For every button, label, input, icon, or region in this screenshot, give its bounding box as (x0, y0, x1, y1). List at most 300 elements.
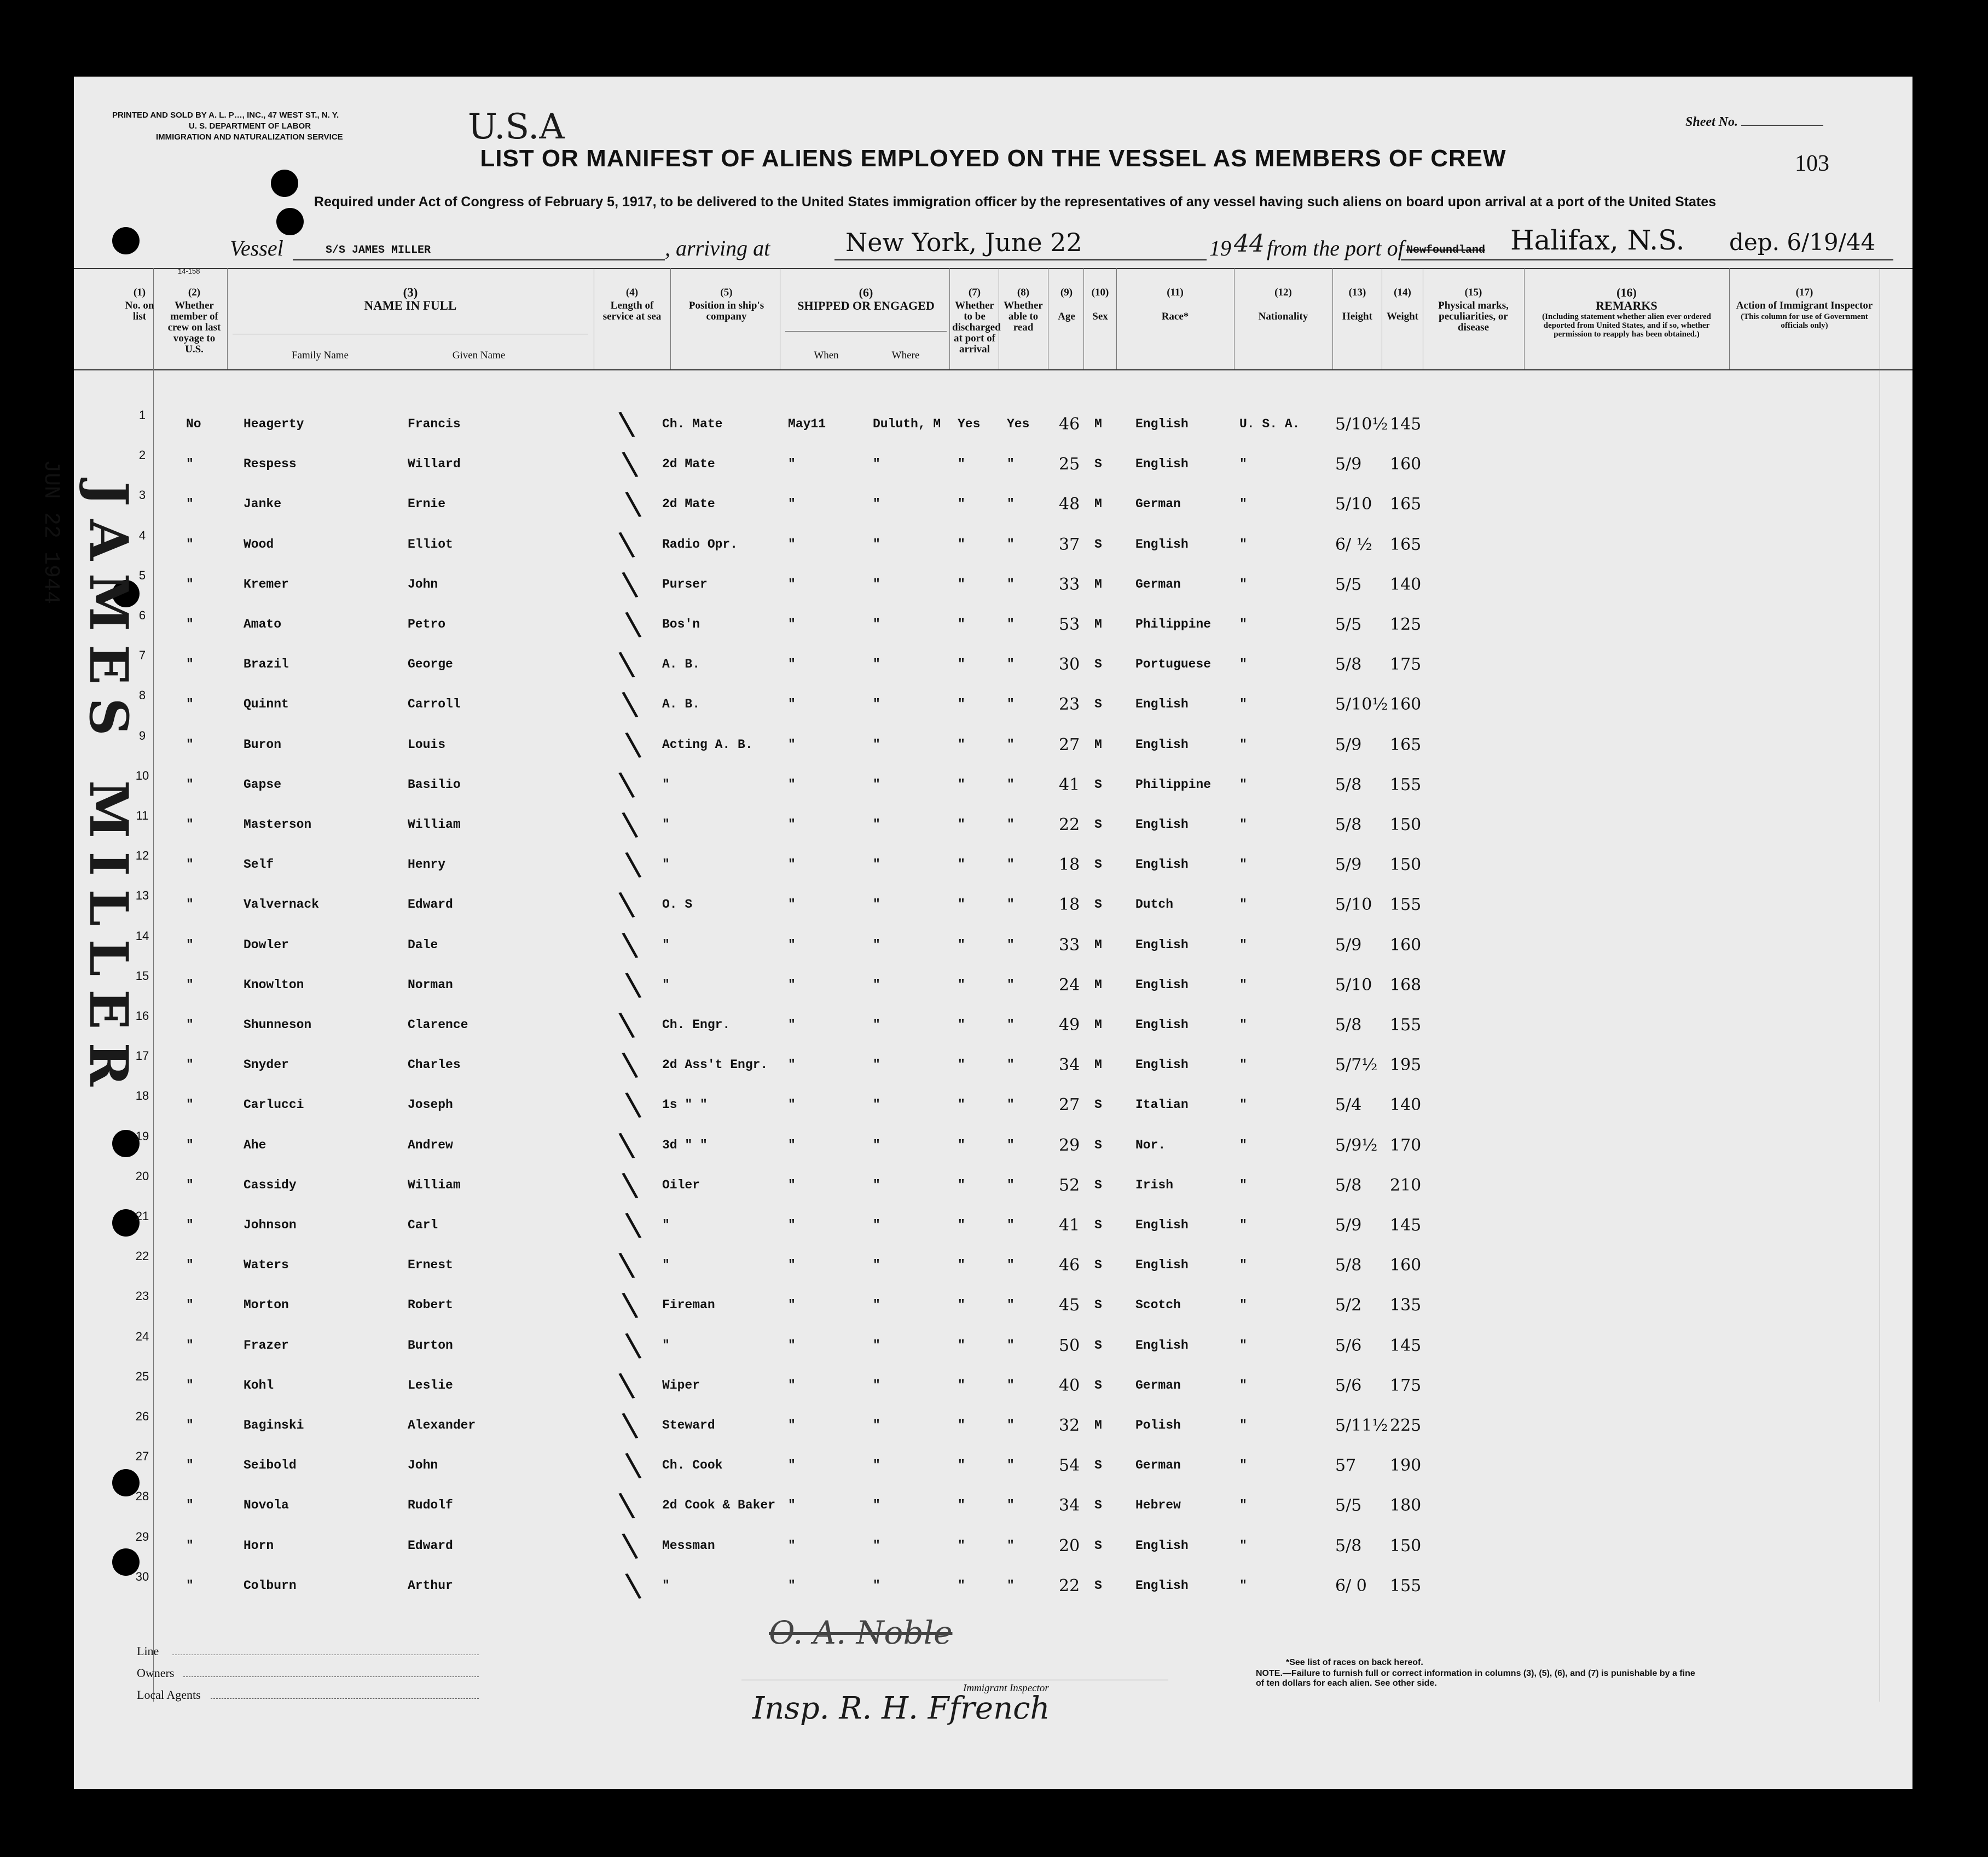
nationality-cell: " (1239, 1458, 1247, 1472)
nationality-cell: " (1239, 497, 1247, 511)
sex-cell: S (1094, 1338, 1102, 1353)
crew-member-cell: " (186, 1498, 194, 1512)
shipped-when-cell: " (788, 457, 796, 471)
sex-cell: S (1094, 697, 1102, 711)
able-to-read-cell: " (1007, 1458, 1015, 1472)
row-number: 16 (135, 1009, 149, 1023)
service-tick-mark: \ (623, 965, 643, 1005)
discharged-cell: " (958, 497, 965, 511)
shipped-when-cell: " (788, 1098, 796, 1112)
age-cell: 45 (1059, 1296, 1080, 1315)
given-name-cell: Elliot (408, 537, 453, 552)
service-tick-mark: \ (620, 444, 640, 484)
col-rule (227, 268, 228, 369)
discharged-cell: " (958, 1458, 965, 1472)
sex-cell: S (1094, 1218, 1102, 1232)
able-to-read-cell: Yes (1007, 417, 1030, 431)
given-name-cell: John (408, 577, 438, 591)
service-tick-mark: \ (623, 1445, 643, 1485)
margin-ship-name: JAMES MILLER (78, 481, 140, 1100)
position-cell: 2d Mate (662, 457, 715, 471)
shipped-where-cell: " (873, 857, 880, 872)
family-name-cell: Novola (244, 1498, 289, 1512)
nationality-cell: " (1239, 1498, 1247, 1512)
given-name-cell: Francis (408, 417, 461, 431)
age-cell: 23 (1059, 695, 1080, 714)
weight-cell: 150 (1390, 855, 1422, 874)
shipped-where-cell: " (873, 577, 880, 591)
row-number: 15 (135, 969, 149, 983)
weight-cell: 160 (1390, 936, 1422, 955)
service-tick-mark: \ (620, 1044, 640, 1085)
shipped-where-cell: " (873, 938, 880, 952)
race-cell: English (1135, 1579, 1189, 1593)
row-number: 2 (138, 448, 146, 462)
shipped-where-cell: " (873, 1338, 880, 1353)
weight-cell: 155 (1390, 1015, 1422, 1035)
position-cell: " (662, 1258, 670, 1272)
crew-member-cell: " (186, 978, 194, 992)
given-name-cell: Carl (408, 1218, 438, 1232)
family-name-cell: Morton (244, 1298, 289, 1312)
age-cell: 41 (1059, 775, 1080, 794)
position-cell: A. B. (662, 697, 700, 711)
arriving-label: , arriving at (665, 236, 770, 260)
family-name-cell: Shunneson (244, 1018, 312, 1032)
height-cell: 5/9 (1335, 1216, 1362, 1235)
family-name-cell: Seibold (244, 1458, 297, 1472)
nationality-cell: " (1239, 537, 1247, 552)
shipped-where-cell: " (873, 777, 880, 792)
crew-member-cell: " (186, 1018, 194, 1032)
shipped-where-cell: " (873, 817, 880, 832)
age-cell: 22 (1059, 815, 1080, 834)
sex-cell: M (1094, 497, 1102, 511)
nationality-cell: " (1239, 697, 1247, 711)
age-cell: 18 (1059, 895, 1080, 914)
position-cell: " (662, 1338, 670, 1353)
shipped-when-cell: " (788, 817, 796, 832)
given-name-cell: Ernie (408, 497, 446, 511)
discharged-cell: " (958, 777, 965, 792)
race-cell: English (1135, 537, 1189, 552)
position-cell: 2d Cook & Baker (662, 1498, 776, 1512)
given-name-cell: Joseph (408, 1098, 453, 1112)
discharged-cell: " (958, 857, 965, 872)
remarks-note: (Including statement whether alien ever ordered deported from United States, and if so, whether permission to reapply has been obtained.) (1542, 312, 1711, 339)
crew-member-cell: " (186, 1539, 194, 1553)
sex-cell: S (1094, 777, 1102, 792)
nationality-cell: " (1239, 1378, 1247, 1392)
given-name-cell: Basilio (408, 777, 461, 792)
row-number: 4 (138, 529, 146, 542)
crew-member-cell: " (186, 657, 194, 671)
from-port-struck: Newfoundland (1406, 244, 1486, 257)
position-cell: 3d " " (662, 1138, 708, 1152)
race-cell: English (1135, 1258, 1189, 1272)
family-name-cell: Respess (244, 457, 297, 471)
nationality-cell: " (1239, 1138, 1247, 1152)
race-cell: Hebrew (1135, 1498, 1181, 1512)
row-number: 13 (135, 889, 149, 902)
shipped-where-cell: " (873, 1178, 880, 1192)
agents-field (211, 1698, 479, 1699)
weight-cell: 170 (1390, 1136, 1422, 1155)
discharged-cell: " (958, 657, 965, 671)
service-tick-mark: \ (623, 1565, 643, 1606)
form-number: 14-158 (178, 267, 200, 275)
family-name-cell: Carlucci (244, 1098, 304, 1112)
shipped-where-cell: " (873, 1418, 880, 1432)
usa-stamp: U.S.A (468, 107, 565, 147)
height-cell: 6/ ½ (1335, 535, 1372, 554)
weight-cell: 145 (1390, 1216, 1422, 1235)
weight-cell: 190 (1390, 1456, 1422, 1475)
row-number: 9 (138, 729, 146, 742)
position-cell: Bos'n (662, 617, 700, 631)
age-cell: 34 (1059, 1496, 1080, 1515)
owners-label: Owners (137, 1666, 175, 1680)
crew-member-cell: " (186, 617, 194, 631)
nationality-cell: " (1239, 1338, 1247, 1353)
shipped-when-cell: " (788, 1178, 796, 1192)
position-cell: Fireman (662, 1298, 715, 1312)
shipped-where-cell: " (873, 657, 880, 671)
shipped-where-cell: " (873, 537, 880, 552)
race-cell: German (1135, 577, 1181, 591)
given-name-cell: Henry (408, 857, 446, 872)
service-tick-mark: \ (623, 1205, 643, 1245)
shipped-where-cell: " (873, 897, 880, 912)
sex-cell: S (1094, 1458, 1102, 1472)
shipped-when-cell: " (788, 978, 796, 992)
action-note: (This column for use of Government officials only) (1741, 312, 1868, 330)
row-number: 26 (135, 1409, 149, 1423)
nationality-cell: " (1239, 938, 1247, 952)
service-tick-mark: \ (617, 884, 636, 925)
shipped-when-cell: " (788, 697, 796, 711)
row-number: 23 (135, 1289, 149, 1303)
height-cell: 5/6 (1335, 1336, 1362, 1355)
height-cell: 5/8 (1335, 1256, 1362, 1275)
family-name-cell: Dowler (244, 938, 289, 952)
where-header: Where (891, 350, 920, 361)
position-cell: Steward (662, 1418, 715, 1432)
row-number: 24 (135, 1330, 149, 1343)
col-rule (1729, 268, 1730, 369)
discharged-cell: " (958, 1418, 965, 1432)
race-cell: English (1135, 938, 1189, 952)
col-header-9: (9) Age (1058, 287, 1075, 322)
arriving-line (834, 228, 1207, 260)
position-cell: Messman (662, 1539, 715, 1553)
row-number: 14 (135, 929, 149, 943)
weight-cell: 140 (1390, 1095, 1422, 1115)
given-name-cell: Alexander (408, 1418, 476, 1432)
given-name-cell: Charles (408, 1058, 461, 1072)
given-name-cell: Petro (408, 617, 446, 631)
header-top-rule (74, 268, 1912, 269)
weight-cell: 160 (1390, 1256, 1422, 1275)
age-cell: 22 (1059, 1576, 1080, 1595)
vessel-label: Vessel (230, 236, 283, 260)
crew-member-cell: " (186, 577, 194, 591)
sheet-label: Sheet No. (1685, 115, 1738, 129)
crew-member-cell: " (186, 1458, 194, 1472)
height-cell: 5/2 (1335, 1296, 1362, 1315)
sex-cell: S (1094, 897, 1102, 912)
age-cell: 49 (1059, 1015, 1080, 1035)
discharged-cell: " (958, 1298, 965, 1312)
shipped-where-cell: " (873, 457, 880, 471)
nationality-cell: " (1239, 978, 1247, 992)
line-label: Line (137, 1644, 159, 1658)
row-number: 7 (138, 648, 146, 662)
position-cell: 2d Ass't Engr. (662, 1058, 768, 1072)
family-name-cell: Wood (244, 537, 274, 552)
col-header-10: (10) Sex (1091, 287, 1109, 322)
weight-cell: 150 (1390, 1536, 1422, 1556)
weight-cell: 175 (1390, 655, 1422, 674)
family-name-cell: Snyder (244, 1058, 289, 1072)
department-line: U. S. DEPARTMENT OF LABOR (189, 121, 311, 131)
service-tick-mark: \ (620, 1525, 640, 1566)
service-tick-mark: \ (620, 564, 640, 605)
sex-cell: M (1094, 738, 1102, 752)
manifest-title: LIST OR MANIFEST OF ALIENS EMPLOYED ON THE VESSEL AS MEMBERS OF CREW (480, 145, 1506, 172)
able-to-read-cell: " (1007, 857, 1015, 872)
col-header-8: (8) Whether able to read (1004, 287, 1043, 333)
crew-member-cell: " (186, 1298, 194, 1312)
crew-member-cell: " (186, 897, 194, 912)
able-to-read-cell: " (1007, 1338, 1015, 1353)
row-number: 28 (135, 1489, 149, 1503)
given-name-cell: Louis (408, 738, 446, 752)
position-cell: " (662, 777, 670, 792)
col-rule (670, 268, 671, 369)
position-cell: " (662, 978, 670, 992)
service-line: IMMIGRATION AND NATURALIZATION SERVICE (156, 132, 343, 142)
given-name-cell: Clarence (408, 1018, 468, 1032)
able-to-read-cell: " (1007, 457, 1015, 471)
discharged-cell: " (958, 738, 965, 752)
given-name-cell: Edward (408, 1539, 453, 1553)
row-number: 17 (135, 1049, 149, 1063)
race-cell: English (1135, 1058, 1189, 1072)
service-tick-mark: \ (623, 1325, 643, 1366)
position-cell: A. B. (662, 657, 700, 671)
family-name-cell: Knowlton (244, 978, 304, 992)
service-tick-mark: \ (620, 1165, 640, 1205)
shipped-when-cell: " (788, 617, 796, 631)
able-to-read-cell: " (1007, 738, 1015, 752)
sex-cell: M (1094, 1058, 1102, 1072)
shipped-where-cell: " (873, 1218, 880, 1232)
height-cell: 6/ 0 (1335, 1576, 1367, 1595)
given-name-cell: William (408, 1178, 461, 1192)
able-to-read-cell: " (1007, 777, 1015, 792)
family-name-cell: Baginski (244, 1418, 304, 1432)
discharged-cell: " (958, 1539, 965, 1553)
age-cell: 41 (1059, 1216, 1080, 1235)
col-header-17: (17) Action of Immigrant Inspector (This column for use of Government officials only) (1732, 287, 1877, 330)
weight-cell: 210 (1390, 1176, 1422, 1195)
weight-cell: 225 (1390, 1416, 1422, 1435)
shipped-when-cell: " (788, 938, 796, 952)
service-tick-mark: \ (623, 724, 643, 765)
crew-member-cell: " (186, 537, 194, 552)
given-name-cell: Robert (408, 1298, 453, 1312)
discharged-cell: " (958, 1098, 965, 1112)
from-port-label: from the port of (1267, 236, 1404, 260)
age-cell: 30 (1059, 655, 1080, 674)
weight-cell: 165 (1390, 495, 1422, 514)
able-to-read-cell: " (1007, 697, 1015, 711)
row-number: 11 (136, 809, 149, 822)
crew-member-cell: " (186, 938, 194, 952)
col-header-2: (2) Whether member of crew on last voyage to U.S. (167, 287, 221, 355)
vessel-name-line (293, 234, 665, 260)
family-name-cell: Kremer (244, 577, 289, 591)
age-cell: 46 (1059, 415, 1080, 434)
race-cell: Polish (1135, 1418, 1181, 1432)
position-cell: " (662, 938, 670, 952)
race-cell: Scotch (1135, 1298, 1181, 1312)
able-to-read-cell: " (1007, 1498, 1015, 1512)
row-number: 5 (138, 568, 146, 582)
given-name-cell: Rudolf (408, 1498, 453, 1512)
row-number: 30 (135, 1570, 149, 1583)
service-tick-mark: \ (617, 764, 636, 805)
shipped-sub-rule (785, 331, 947, 332)
able-to-read-cell: " (1007, 1178, 1015, 1192)
year-value: 44 (1234, 230, 1265, 258)
family-name-cell: Gapse (244, 777, 282, 792)
when-header: When (814, 350, 839, 361)
age-cell: 34 (1059, 1055, 1080, 1075)
family-name-cell: Frazer (244, 1338, 289, 1353)
able-to-read-cell: " (1007, 617, 1015, 631)
able-to-read-cell: " (1007, 1539, 1015, 1553)
race-cell: English (1135, 1018, 1189, 1032)
weight-cell: 125 (1390, 615, 1422, 634)
col-rule (1116, 268, 1117, 369)
able-to-read-cell: " (1007, 1058, 1015, 1072)
able-to-read-cell: " (1007, 1098, 1015, 1112)
shipped-where-cell: " (873, 738, 880, 752)
height-cell: 5/8 (1335, 775, 1362, 794)
age-cell: 20 (1059, 1536, 1080, 1556)
shipped-when-cell: " (788, 738, 796, 752)
crew-member-cell: " (186, 1258, 194, 1272)
crew-member-cell: " (186, 1138, 194, 1152)
shipped-where-cell: " (873, 1579, 880, 1593)
shipped-where-cell: " (873, 697, 880, 711)
weight-cell: 165 (1390, 535, 1422, 554)
crew-member-cell: No (186, 417, 201, 431)
discharged-cell: " (958, 1218, 965, 1232)
able-to-read-cell: " (1007, 1138, 1015, 1152)
position-cell: 1s " " (662, 1098, 708, 1112)
family-name-cell: Self (244, 857, 274, 872)
departure-note: dep. 6/19/44 (1729, 229, 1876, 256)
service-tick-mark: \ (617, 1005, 636, 1045)
sex-cell: S (1094, 1298, 1102, 1312)
race-cell: English (1135, 697, 1189, 711)
position-cell: " (662, 857, 670, 872)
crew-member-cell: " (186, 857, 194, 872)
family-name-cell: Heagerty (244, 417, 304, 431)
crew-member-cell: " (186, 497, 194, 511)
sex-cell: S (1094, 657, 1102, 671)
crew-member-cell: " (186, 1218, 194, 1232)
sex-cell: S (1094, 537, 1102, 552)
shipped-when-cell: " (788, 1018, 796, 1032)
family-name-cell: Colburn (244, 1579, 297, 1593)
given-name-cell: Arthur (408, 1579, 453, 1593)
family-name-cell: Quinnt (244, 697, 289, 711)
given-name-cell: John (408, 1458, 438, 1472)
col-header-13: (13) Height (1342, 287, 1372, 322)
shipped-when-cell: " (788, 1498, 796, 1512)
weight-cell: 150 (1390, 815, 1422, 834)
nationality-cell: " (1239, 1258, 1247, 1272)
able-to-read-cell: " (1007, 577, 1015, 591)
discharged-cell: " (958, 1258, 965, 1272)
sex-cell: M (1094, 978, 1102, 992)
age-cell: 48 (1059, 495, 1080, 514)
sheet-no-label (1685, 115, 1823, 130)
races-note: *See list of races on back hereof. (1286, 1658, 1423, 1667)
age-cell: 29 (1059, 1136, 1080, 1155)
height-cell: 5/7½ (1335, 1055, 1378, 1075)
crew-member-cell: " (186, 738, 194, 752)
race-cell: English (1135, 1218, 1189, 1232)
crew-member-cell: " (186, 1098, 194, 1112)
nationality-cell: " (1239, 777, 1247, 792)
position-cell: Radio Opr. (662, 537, 738, 552)
row-number: 10 (135, 769, 149, 782)
date-stamp: JUN 22 1944 (38, 460, 63, 605)
weight-cell: 155 (1390, 895, 1422, 914)
height-cell: 5/9½ (1335, 1136, 1378, 1155)
discharged-cell: " (958, 697, 965, 711)
service-tick-mark: \ (623, 844, 643, 885)
service-tick-mark: \ (617, 1485, 636, 1525)
position-cell: Purser (662, 577, 708, 591)
sex-cell: M (1094, 1418, 1102, 1432)
owners-field (183, 1676, 479, 1677)
height-cell: 5/11½ (1335, 1416, 1388, 1435)
given-name-cell: Burton (408, 1338, 453, 1353)
crew-member-cell: " (186, 1579, 194, 1593)
position-cell: Ch. Mate (662, 417, 723, 431)
crew-member-cell: " (186, 777, 194, 792)
crew-member-cell: " (186, 457, 194, 471)
able-to-read-cell: " (1007, 938, 1015, 952)
age-cell: 27 (1059, 735, 1080, 755)
service-tick-mark: \ (620, 1285, 640, 1325)
shipped-when-cell: " (788, 1418, 796, 1432)
shipped-where-cell: " (873, 1058, 880, 1072)
service-tick-mark: \ (620, 804, 640, 845)
fine-note: NOTE.—Failure to furnish full or correct information in columns (3), (5), (6), and (7) is punishable by a fine of ten dollars for each alien. See other side. (1256, 1669, 1695, 1688)
service-tick-mark: \ (617, 644, 636, 684)
discharged-cell: " (958, 1138, 965, 1152)
shipped-when-cell: " (788, 537, 796, 552)
height-cell: 5/10 (1335, 976, 1372, 995)
position-cell: Acting A. B. (662, 738, 753, 752)
